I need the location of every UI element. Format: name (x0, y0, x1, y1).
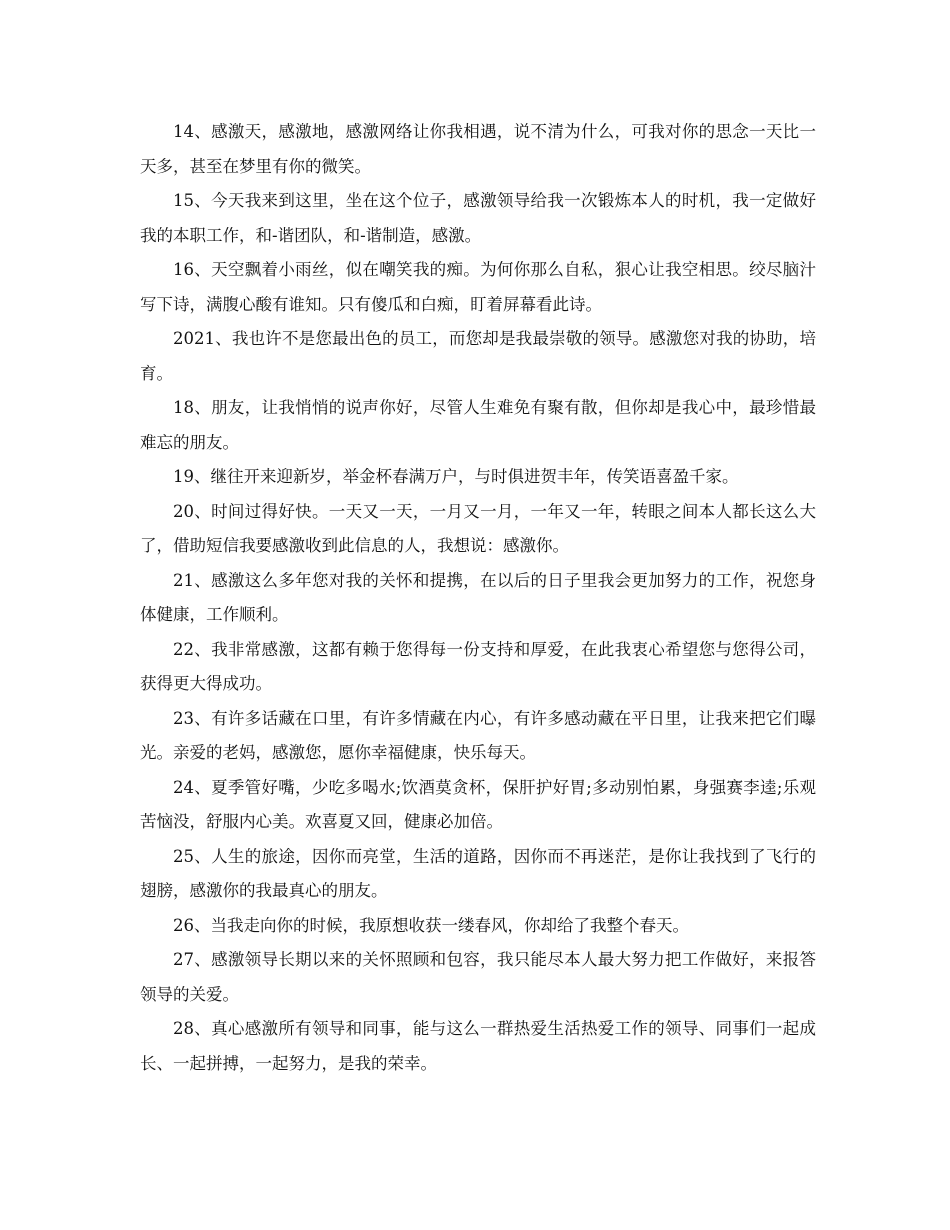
paragraph-18: 18、朋友，让我悄悄的说声你好，尽管人生难免有聚有散，但你却是我心中，最珍惜最难忘的朋友。 (140, 398, 816, 452)
document-body (140, 115, 816, 1081)
paragraph-16: 16、天空飘着小雨丝，似在嘲笑我的痴。为何你那么自私，狠心让我空相思。绞尽脑汁写下诗，满腹心酸有谁知。只有傻瓜和白痴，盯着屏幕看此诗。 (140, 260, 816, 314)
paragraph-28: 28、真心感激所有领导和同事，能与这么一群热爱生活热爱工作的领导、同事们一起成长、一起拼搏，一起努力，是我的荣幸。 (140, 1019, 816, 1073)
paragraph-24: 24、夏季管好嘴，少吃多喝水;饮酒莫贪杯，保肝护好胃;多动别怕累，身强赛李逵;乐观苦恼没，舒服内心美。欢喜夏又回，健康必加倍。 (140, 777, 816, 831)
paragraph-25: 25、人生的旅途，因你而亮堂，生活的道路，因你而不再迷茫，是你让我找到了飞行的翅膀，感激你的我最真心的朋友。 (140, 846, 816, 900)
paragraph-21: 21、感激这么多年您对我的关怀和提携，在以后的日子里我会更加努力的工作，祝您身体健康，工作顺利。 (140, 570, 816, 624)
paragraph-19: 19、继往开来迎新岁，举金杯春满万户，与时俱进贺丰年，传笑语喜盈千家。 (173, 467, 739, 486)
paragraph-23: 23、有许多话藏在口里，有许多情藏在内心，有许多感动藏在平日里，让我来把它们曝光。亲爱的老妈，感激您，愿你幸福健康，快乐每天。 (140, 708, 816, 762)
paragraph-15: 15、今天我来到这里，坐在这个位子，感激领导给我一次锻炼本人的时机，我一定做好我的本职工作，和-谐团队，和-谐制造，感激。 (140, 191, 816, 245)
paragraph-20: 20、时间过得好快。一天又一天，一月又一月，一年又一年，转眼之间本人都长这么大了，借助短信我要感激收到此信息的人，我想说：感激你。 (140, 501, 816, 555)
paragraph-22: 22、我非常感激，这都有赖于您得每一份支持和厚爱，在此我衷心希望您与您得公司，获得更大得成功。 (140, 639, 816, 693)
paragraph-26: 26、当我走向你的时候，我原想收获一缕春风，你却给了我整个春天。 (173, 915, 689, 935)
paragraph-27: 27、感激领导长期以来的关怀照顾和包容，我只能尽本人最大努力把工作做好，来报答领导的关爱。 (140, 950, 816, 1004)
paragraph-2021: 2021、我也许不是您最出色的员工，而您却是我最崇敬的领导。感激您对我的协助，培育。 (140, 329, 816, 383)
paragraph-14: 14、感激天，感激地，感激网络让你我相遇，说不清为什么，可我对你的思念一天比一天多，甚至在梦里有你的微笑。 (140, 122, 816, 176)
